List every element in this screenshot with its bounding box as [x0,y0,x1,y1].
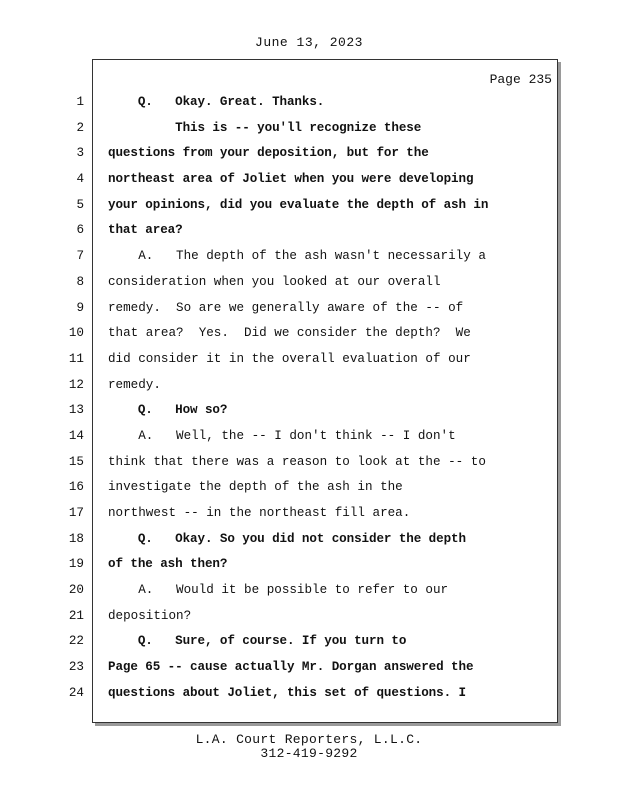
line-number: 2 [76,120,84,135]
transcript-line [0,398,618,424]
line-number: 3 [76,146,84,161]
line-number: 24 [68,685,84,700]
footer-company: L.A. Court Reporters, L.L.C. [195,732,423,747]
line-text: remedy. [108,377,161,392]
transcript-line [0,475,618,501]
line-number: 14 [68,428,84,443]
transcript-line [0,167,618,193]
transcript-line [0,373,618,399]
line-number: 16 [68,480,84,495]
line-number: 5 [76,197,84,212]
transcript-line [0,450,618,476]
transcript-line [0,244,618,270]
line-text: remedy. So are we generally aware of the -- of [108,300,464,315]
line-text: questions from your deposition, but for the [108,146,429,161]
line-number: 22 [68,634,84,649]
line-number: 6 [76,223,84,238]
transcript-line [0,681,618,707]
page-footer [0,733,618,761]
line-text: A. Well, the -- I don't think -- I don't [108,428,456,443]
line-text: northwest -- in the northeast fill area. [108,506,411,520]
transcript-line [0,218,618,244]
line-number: 21 [68,608,84,623]
transcript-line [0,347,618,373]
line-number: 12 [68,377,84,392]
transcript-line [0,655,618,681]
transcript-line [0,424,618,450]
transcript-line [0,116,618,142]
line-text: questions about Joliet, this set of questions. I [108,685,466,700]
transcript-line [0,90,618,116]
line-text: A. The depth of the ash wasn't necessarily a [108,249,486,264]
line-text: northeast area of Joliet when you were developing [108,172,474,187]
line-number: 11 [68,351,84,366]
footer-phone: 312-419-9292 [260,746,358,761]
line-number: 17 [68,506,84,520]
line-text: of the ash then? [108,557,228,572]
transcript-line [0,141,618,167]
line-text: Q. Okay. Great. Thanks. [108,95,325,109]
line-text: that area? Yes. Did we consider the depth? We [108,326,471,341]
line-text: your opinions, did you evaluate the depth of ash in [108,197,489,212]
transcript-line [0,629,618,655]
line-text: This is -- you'll recognize these [108,120,422,135]
line-number: 15 [68,454,84,469]
line-number: 10 [68,326,84,341]
transcript-line [0,552,618,578]
line-text: Q. Okay. So you did not consider the depth [108,531,466,546]
line-number: 20 [68,583,84,598]
transcript-line [0,296,618,322]
page-number: Page 235 [489,72,552,87]
transcript-line [0,193,618,219]
line-number: 19 [68,557,84,572]
transcript-line [0,578,618,604]
line-number: 9 [76,300,84,315]
line-number: 8 [76,274,84,289]
transcript-line [0,527,618,553]
transcript-line [0,604,618,630]
transcript-line [0,321,618,347]
line-text: A. Would it be possible to refer to our [108,583,449,598]
transcript-lines [0,90,618,707]
transcript-line [0,501,618,527]
line-number: 23 [68,660,84,675]
line-number: 4 [76,172,84,187]
line-text: Q. How so? [108,403,228,418]
line-text: did consider it in the overall evaluation of our [108,351,471,366]
page-date: June 13, 2023 [255,35,363,50]
line-text: that area? [108,223,183,238]
line-text: consideration when you looked at our overall [108,274,441,289]
line-text: Page 65 -- cause actually Mr. Dorgan answered the [108,660,474,675]
line-number: 18 [68,531,84,546]
line-text: think that there was a reason to look at the -- to [108,454,486,469]
line-number: 13 [68,403,84,418]
line-number: 7 [76,249,84,264]
line-text: investigate the depth of the ash in the [108,480,403,495]
transcript-line [0,270,618,296]
line-text: deposition? [108,608,192,623]
line-text: Q. Sure, of course. If you turn to [108,634,407,649]
line-number: 1 [76,95,84,109]
